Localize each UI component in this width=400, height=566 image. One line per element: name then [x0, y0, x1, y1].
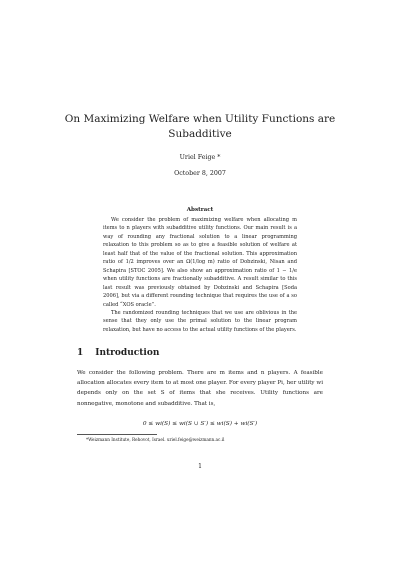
abstract-paragraph-2: The randomized rounding techniques that we use are oblivious in the sense that they only use the primal solution to the linear program relaxation, but have no access to the actual utility functions of the players. — [103, 309, 297, 333]
section-heading — [77, 348, 159, 358]
abstract-body — [103, 216, 297, 334]
abstract-paragraph-1: We consider the problem of maximizing welfare when allocating m items to n players with subadditive utility functions. Our main result is a way of rounding any fractional solution to a linear programming relaxation to this problem so as to give a feasible solution of welfare at least half that of the value of the fractional solution. This approximation ratio of 1/2 improves over an Ω(1/log m) ratio of Dobzinski, Nisan and Schapira [STOC 2005]. We also show an approximation ratio of 1 − 1/e when utility functions are fractionally subadditive. A result similar to this last result was previously obtained by Dobzinski and Schapira [Soda 2006], but via a different rounding technique that requires the use of a so called “XOS oracle”. — [103, 217, 297, 308]
paper-title: On Maximizing Welfare when Utility Functions are Subadditive — [64, 113, 336, 140]
intro-body — [77, 368, 323, 409]
author-name: Uriel Feige * — [179, 154, 221, 161]
section-title: Introduction — [95, 348, 160, 358]
paper-date: October 8, 2007 — [174, 170, 226, 177]
footnote-rule — [77, 434, 157, 435]
section-number: 1 — [77, 348, 84, 358]
abstract-heading: Abstract — [186, 207, 214, 213]
page-number: 1 — [198, 463, 202, 470]
affiliation-footnote: *Weizmann Institute, Rehovot, Israel. uriel.feige@weizmann.ac.il — [86, 437, 225, 442]
intro-paragraph: We consider the following problem. There are m items and n players. A feasible allocation allocates every item to at most one player. For every player Pi, her utility wi depends only on the set S of items that she receives. Utility functions are nonnegative, monotone and subadditive. That is, — [77, 370, 323, 407]
subadditivity-equation: 0 ≤ wi(S) ≤ wi(S ∪ S′) ≤ wi(S) + wi(S′) — [142, 421, 258, 427]
